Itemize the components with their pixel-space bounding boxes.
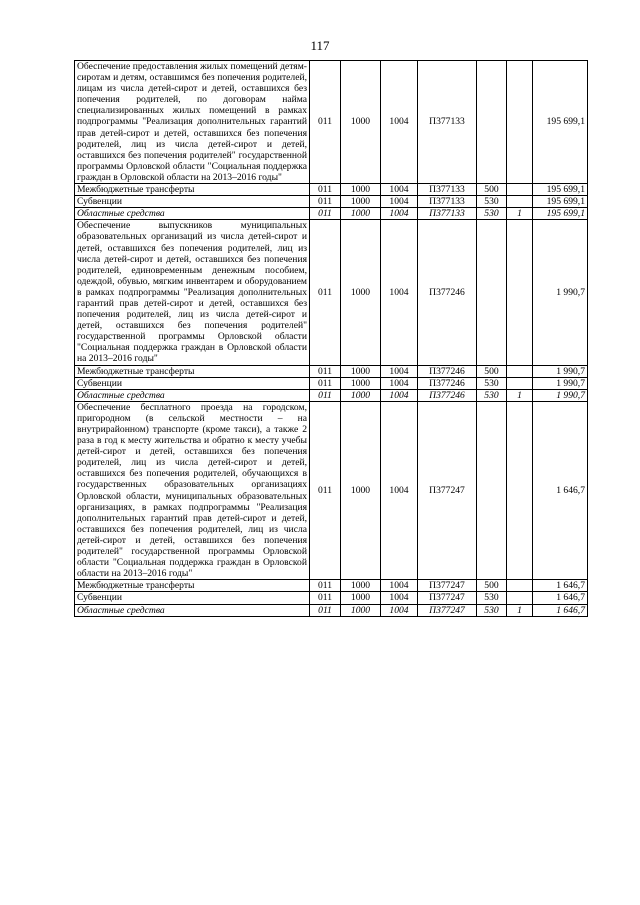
cell-target-article: П377133	[418, 208, 477, 220]
cell-name: Обеспечение бесплатного проезда на городском, пригородном (в сельской местности – на внутрирайонном) транспорте (кроме такси), а также 2 раза в год к месту жительства и обратно к месту учебы детей-сирот и детей, оставшихся без попечения родителей, лиц из числа детей-сирот и детей, оставшихся без попечения родителей, обучающихся в государственных образовательных организациях Орловской области, муниципальных образовательных организациях, в рамках подпрограммы "Реализация дополнительных гарантий прав детей-сирот и детей, оставшихся без попечения родителей, лиц из числа детей-сирот и детей, оставшихся без попечения родителей" государственной программы Орловской области "Социальная поддержка граждан в Орловской области на 2013–2016 годы"	[75, 401, 310, 580]
cell-target-article: П377247	[418, 401, 477, 580]
cell-admin-code: 011	[310, 196, 341, 208]
table-row	[75, 184, 588, 196]
cell-subsection: 1004	[381, 196, 418, 208]
cell-section: 1000	[341, 208, 381, 220]
cell-target-article: П377247	[418, 592, 477, 604]
cell-funding-source	[507, 377, 533, 389]
cell-name: Обеспечение предоставления жилых помещений детям-сиротам и детям, оставшимся без попечения родителей, лицам из числа детей-сирот и детей, оставшихся без попечения родителей, по договорам найма специализированных жилых помещений в рамках подпрограммы "Реализация дополнительных гарантий прав детей-сирот и детей, оставшихся без попечения родителей, лиц из числа детей-сирот и детей, оставшихся без попечения родителей" государственной программы Орловской области "Социальная поддержка граждан в Орловской области на 2013–2016 годы"	[75, 61, 310, 184]
cell-subsection: 1004	[381, 389, 418, 401]
cell-subsection: 1004	[381, 220, 418, 365]
cell-section: 1000	[341, 580, 381, 592]
cell-funding-source	[507, 184, 533, 196]
cell-target-article: П377246	[418, 377, 477, 389]
cell-section: 1000	[341, 61, 381, 184]
cell-name: Межбюджетные трансферты	[75, 365, 310, 377]
cell-sum: 1 990,7	[533, 365, 588, 377]
cell-name: Областные средства	[75, 208, 310, 220]
cell-funding-source: 1	[507, 604, 533, 616]
cell-funding-source: 1	[507, 389, 533, 401]
cell-name: Обеспечение выпускников муниципальных образовательных организаций из числа детей-сирот и детей, оставшихся без попечения родителей, лиц из числа детей-сирот и детей, оставшихся без попечения родителей, единовременным денежным пособием, одеждой, обувью, мягким инвентарем и оборудованием в рамках подпрограммы "Реализация дополнительных гарантий прав детей-сирот и детей, оставшихся без попечения родителей, лиц из числа детей-сирот и детей, оставшихся без попечения родителей" государственной программы Орловской области "Социальная поддержка граждан в Орловской области на 2013–2016 годы"	[75, 220, 310, 365]
cell-expense-type: 530	[477, 208, 507, 220]
table-row	[75, 365, 588, 377]
cell-target-article: П377246	[418, 365, 477, 377]
cell-subsection: 1004	[381, 592, 418, 604]
cell-section: 1000	[341, 389, 381, 401]
cell-subsection: 1004	[381, 604, 418, 616]
page-number: 117	[310, 38, 330, 53]
cell-target-article: П377246	[418, 220, 477, 365]
cell-funding-source	[507, 220, 533, 365]
cell-admin-code: 011	[310, 61, 341, 184]
table-row	[75, 208, 588, 220]
cell-target-article: П377133	[418, 61, 477, 184]
cell-expense-type: 530	[477, 604, 507, 616]
budget-table	[74, 60, 588, 617]
cell-expense-type: 530	[477, 592, 507, 604]
cell-expense-type: 500	[477, 365, 507, 377]
cell-subsection: 1004	[381, 365, 418, 377]
cell-admin-code: 011	[310, 401, 341, 580]
cell-funding-source	[507, 580, 533, 592]
cell-funding-source: 1	[507, 208, 533, 220]
cell-name: Субвенции	[75, 592, 310, 604]
cell-target-article: П377133	[418, 196, 477, 208]
cell-expense-type: 500	[477, 184, 507, 196]
cell-sum: 1 990,7	[533, 389, 588, 401]
cell-expense-type	[477, 61, 507, 184]
cell-target-article: П377133	[418, 184, 477, 196]
table-row	[75, 220, 588, 365]
table-row	[75, 580, 588, 592]
cell-subsection: 1004	[381, 208, 418, 220]
cell-expense-type	[477, 401, 507, 580]
cell-sum: 1 646,7	[533, 592, 588, 604]
cell-target-article: П377246	[418, 389, 477, 401]
table-row	[75, 401, 588, 580]
cell-subsection: 1004	[381, 377, 418, 389]
cell-expense-type: 530	[477, 196, 507, 208]
cell-sum: 1 646,7	[533, 580, 588, 592]
cell-sum: 1 990,7	[533, 377, 588, 389]
cell-expense-type: 530	[477, 377, 507, 389]
cell-name: Областные средства	[75, 389, 310, 401]
cell-admin-code: 011	[310, 604, 341, 616]
cell-section: 1000	[341, 365, 381, 377]
cell-name: Субвенции	[75, 377, 310, 389]
cell-admin-code: 011	[310, 580, 341, 592]
cell-funding-source	[507, 401, 533, 580]
table-row	[75, 389, 588, 401]
table-row	[75, 592, 588, 604]
cell-sum: 195 699,1	[533, 196, 588, 208]
cell-section: 1000	[341, 401, 381, 580]
cell-sum: 1 646,7	[533, 401, 588, 580]
cell-expense-type	[477, 220, 507, 365]
cell-subsection: 1004	[381, 61, 418, 184]
cell-admin-code: 011	[310, 365, 341, 377]
cell-funding-source	[507, 592, 533, 604]
cell-admin-code: 011	[310, 389, 341, 401]
cell-admin-code: 011	[310, 184, 341, 196]
cell-admin-code: 011	[310, 592, 341, 604]
cell-funding-source	[507, 196, 533, 208]
cell-admin-code: 011	[310, 220, 341, 365]
cell-name: Межбюджетные трансферты	[75, 580, 310, 592]
cell-section: 1000	[341, 377, 381, 389]
cell-admin-code: 011	[310, 208, 341, 220]
cell-name: Межбюджетные трансферты	[75, 184, 310, 196]
cell-sum: 195 699,1	[533, 208, 588, 220]
cell-section: 1000	[341, 220, 381, 365]
cell-sum: 1 646,7	[533, 604, 588, 616]
table-row	[75, 196, 588, 208]
cell-sum: 195 699,1	[533, 184, 588, 196]
cell-target-article: П377247	[418, 580, 477, 592]
table-row	[75, 61, 588, 184]
table-row	[75, 604, 588, 616]
cell-admin-code: 011	[310, 377, 341, 389]
cell-name: Субвенции	[75, 196, 310, 208]
cell-section: 1000	[341, 604, 381, 616]
cell-subsection: 1004	[381, 401, 418, 580]
budget-table-body	[75, 61, 588, 617]
cell-subsection: 1004	[381, 184, 418, 196]
cell-section: 1000	[341, 184, 381, 196]
cell-sum: 1 990,7	[533, 220, 588, 365]
cell-name: Областные средства	[75, 604, 310, 616]
table-row	[75, 377, 588, 389]
cell-expense-type: 500	[477, 580, 507, 592]
cell-section: 1000	[341, 592, 381, 604]
cell-target-article: П377247	[418, 604, 477, 616]
cell-sum: 195 699,1	[533, 61, 588, 184]
cell-funding-source	[507, 61, 533, 184]
cell-subsection: 1004	[381, 580, 418, 592]
cell-funding-source	[507, 365, 533, 377]
cell-section: 1000	[341, 196, 381, 208]
cell-expense-type: 530	[477, 389, 507, 401]
